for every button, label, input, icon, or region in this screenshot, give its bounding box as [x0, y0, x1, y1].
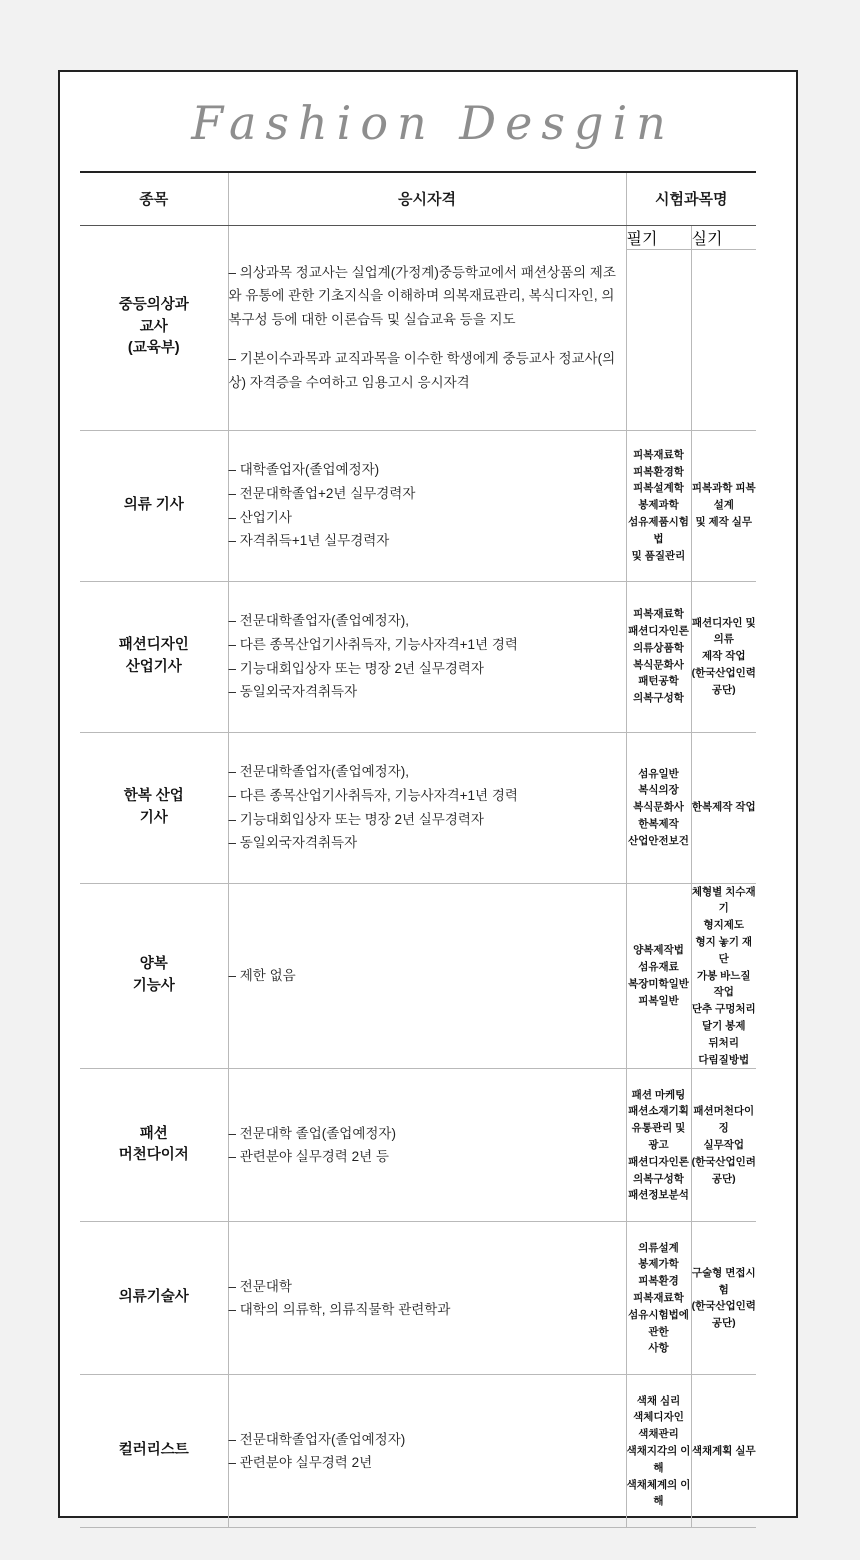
item-line: 의류기술사 — [118, 1289, 189, 1306]
practical-line: 체형별 치수재기 — [691, 885, 756, 915]
written-line: 봉제과학 — [638, 499, 679, 512]
row-practical-cell — [691, 1375, 756, 1528]
written-line: 색채체계의 이해 — [626, 1478, 691, 1508]
row-written-cell — [626, 883, 691, 1069]
qualification-paragraph: – 동일외국자격취득자 — [228, 684, 358, 700]
subheader-practical-label: 실기 — [691, 230, 723, 248]
written-line: 섬유제품시험법 — [628, 515, 689, 545]
written-line: 및 품질관리 — [631, 549, 686, 562]
written-line: 피복일반 — [638, 994, 679, 1007]
qualification-paragraph: – 기능대회입상자 또는 명장 2년 실무경력자 — [228, 660, 484, 676]
practical-line: 및 제작 실무 — [695, 515, 753, 528]
written-line: 피복환경 — [638, 1275, 679, 1288]
written-line: 패션디자인론 — [628, 625, 689, 637]
practical-line: 패션디자인 및 의류 — [691, 616, 756, 646]
written-line: 색채 심리 — [636, 1394, 681, 1407]
item-line: 컬러리스트 — [118, 1442, 189, 1459]
written-line: 색채관리 — [638, 1428, 679, 1441]
item-line: 산업기사 — [125, 658, 182, 675]
written-line: 의복구성학 — [633, 692, 684, 705]
table-row — [80, 1375, 756, 1528]
written-line: 의류상품학 — [633, 641, 684, 654]
table-row — [80, 225, 756, 249]
qualification-paragraph: – 산업기사 — [228, 509, 292, 525]
item-line: 한복 산업 — [123, 787, 184, 804]
practical-line: 색채계획 실무 — [691, 1444, 756, 1457]
practical-line: 다림질방법 — [698, 1053, 750, 1066]
written-line: 피복설계학 — [633, 482, 684, 495]
subheader-written-label: 필기 — [626, 230, 658, 248]
item-line: 양복 — [139, 956, 168, 973]
item-line: 의류 기사 — [123, 496, 184, 513]
practical-line: 가봉 바느질 작업 — [696, 969, 751, 999]
header-item: 종목 — [80, 172, 228, 226]
written-line: 패션 마케팅 — [631, 1088, 686, 1101]
written-line: 봉제가학 — [638, 1258, 679, 1271]
written-line: 한복제작 — [638, 817, 679, 830]
table-row — [80, 732, 756, 883]
practical-line: 실무작업 — [703, 1138, 745, 1151]
item-line: (교육부) — [127, 340, 180, 357]
row-qualification-cell — [228, 581, 626, 732]
item-line: 기사 — [139, 809, 168, 826]
practical-line: 구술형 면접시험 — [691, 1266, 756, 1296]
table-row — [80, 1222, 756, 1375]
row-item-cell — [80, 225, 228, 430]
row-written-cell — [626, 1222, 691, 1375]
qualification-paragraph: – 기능대회입상자 또는 명장 2년 실무경력자 — [228, 811, 484, 827]
document-page — [58, 70, 798, 1518]
header-exam-subjects: 시험과목명 — [626, 172, 756, 226]
written-line: 섬유시험법에 관한 — [628, 1308, 689, 1338]
row-item-cell — [80, 1069, 228, 1222]
practical-line: 형지 놓기 재단 — [695, 935, 753, 965]
written-line: 의복구성학 — [633, 1172, 684, 1185]
written-line: 색채지각의 이해 — [626, 1444, 691, 1474]
item-line: 패션디자인 — [118, 636, 189, 653]
row-item-cell — [80, 581, 228, 732]
practical-line: 제작 작업 — [702, 650, 746, 663]
table-header-row — [80, 172, 756, 226]
row-practical-cell — [691, 732, 756, 883]
table-row — [80, 1069, 756, 1222]
row-practical-cell — [691, 1222, 756, 1375]
qualification-paragraph: – 기본이수과목과 교직과목을 이수한 학생에게 중등교사 정교사(의상) 자격증을 수여하고 임용고시 응시자격 — [228, 351, 616, 391]
row-written-cell — [626, 581, 691, 732]
qualification-paragraph: – 다른 종목산업기사취득자, 기능사자격+1년 경력 — [228, 636, 518, 652]
qualification-paragraph: – 대학의 의류학, 의류직물학 관련학과 — [228, 1302, 451, 1318]
written-line: 복장미학일반 — [628, 977, 689, 990]
page-title: Fashion Desgin — [191, 96, 675, 150]
practical-line: 단추 구멍처리 — [691, 1003, 756, 1016]
qualification-paragraph: – 전문대학졸업자(졸업예정자), — [228, 613, 409, 629]
practical-line: 한복제작 작업 — [691, 801, 756, 814]
written-line: 양복제작법 — [633, 944, 684, 957]
written-line: 패션디자인론 — [628, 1155, 689, 1168]
item-line: 중등의상과 — [118, 296, 189, 313]
row-practical-cell — [691, 581, 756, 732]
row-practical-cell — [691, 883, 756, 1069]
written-line: 섬유재료 — [638, 961, 679, 974]
practical-line: (한국산업인력공단) — [691, 666, 756, 696]
written-line: 복식의장 — [638, 784, 679, 797]
written-line: 패턴공학 — [638, 675, 679, 688]
written-line: 피복환경학 — [633, 465, 684, 478]
written-line: 피복재료학 — [633, 448, 684, 461]
qualification-paragraph: – 전문대학졸업자(졸업예정자) — [228, 1431, 406, 1447]
written-line: 사항 — [648, 1342, 669, 1355]
row-item-cell — [80, 430, 228, 581]
table-row — [80, 430, 756, 581]
written-line: 패션정보분석 — [628, 1189, 689, 1202]
qualification-paragraph: – 전문대학졸업자(졸업예정자), — [228, 764, 409, 780]
qualification-paragraph: – 관련분야 실무경력 2년 — [228, 1455, 373, 1471]
written-line: 복식문화사 — [633, 801, 684, 814]
qualification-paragraph: – 전문대학졸업+2년 실무경력자 — [228, 485, 416, 501]
qualification-paragraph: – 전문대학 — [228, 1278, 292, 1294]
written-line: 산업안전보건 — [628, 834, 689, 847]
row-item-cell — [80, 732, 228, 883]
practical-line: 뒤처리 — [708, 1036, 739, 1049]
row-practical-cell — [691, 430, 756, 581]
practical-line: 패션머천다이징 — [693, 1105, 755, 1135]
practical-line: (한국산업인력공단) — [691, 1300, 756, 1330]
header-qualification: 응시자격 — [228, 172, 626, 226]
item-line: 교사 — [139, 318, 168, 335]
row-written-cell — [626, 732, 691, 883]
row-qualification-cell — [228, 1375, 626, 1528]
written-line: 복식문화사 — [633, 658, 684, 671]
row-item-cell — [80, 1222, 228, 1375]
row-qualification-cell — [228, 732, 626, 883]
item-line: 기능사 — [132, 977, 175, 994]
row-written-cell — [626, 1069, 691, 1222]
qualification-paragraph: – 자격취득+1년 실무경력자 — [228, 533, 390, 549]
row-qualification-cell — [228, 883, 626, 1069]
item-line: 머천다이저 — [118, 1147, 189, 1164]
practical-line: (한국산업인려공단) — [691, 1155, 756, 1185]
row-qualification-cell — [228, 1069, 626, 1222]
row-qualification-cell — [228, 1222, 626, 1375]
row-written-cell — [626, 1375, 691, 1528]
written-line: 피복재료학 — [633, 608, 684, 621]
qualification-paragraph: – 제한 없음 — [228, 968, 296, 984]
qualification-table — [80, 171, 756, 1529]
subheader-written — [626, 225, 691, 249]
written-line: 유통관리 및 광고 — [631, 1122, 686, 1151]
qualification-paragraph: – 대학졸업자(졸업예정자) — [228, 462, 380, 478]
written-line: 색체디자인 — [633, 1411, 684, 1424]
row-written-cell — [626, 249, 691, 430]
qualification-paragraph: – 동일외국자격취득자 — [228, 835, 358, 851]
row-item-cell — [80, 1375, 228, 1528]
qualification-paragraph: – 의상과목 정교사는 실업계(가정계)중등학교에서 패션상품의 제조와 유통에 관한 기초지식을 이해하며 의복재료관리, 복식디자인, 의복구성 등에 대한 이론습득 및 실습교육 등을 지도 — [228, 264, 616, 327]
row-practical-cell — [691, 249, 756, 430]
row-qualification-cell — [228, 225, 626, 430]
row-written-cell — [626, 430, 691, 581]
qualification-paragraph: – 전문대학 졸업(졸업예정자) — [228, 1125, 396, 1141]
subheader-practical — [691, 225, 756, 249]
row-practical-cell — [691, 1069, 756, 1222]
qualification-paragraph: – 다른 종목산업기사취득자, 기능사자격+1년 경력 — [228, 787, 518, 803]
item-line: 패션 — [139, 1125, 168, 1142]
row-item-cell — [80, 883, 228, 1069]
table-bottom-rule — [80, 1528, 756, 1529]
written-line: 패션소재기획 — [628, 1105, 689, 1118]
written-line: 의류설계 — [638, 1241, 679, 1254]
table-row — [80, 581, 756, 732]
practical-line: 형지제도 — [703, 919, 745, 932]
practical-line: 피복과학 피복설계 — [691, 482, 756, 512]
written-line: 피복재료학 — [633, 1291, 684, 1304]
practical-line: 달기 봉제 — [702, 1019, 746, 1032]
written-line: 섬유일반 — [638, 767, 679, 780]
qualification-paragraph: – 관련분야 실무경력 2년 등 — [228, 1149, 389, 1165]
table-row — [80, 883, 756, 1069]
row-qualification-cell — [228, 430, 626, 581]
